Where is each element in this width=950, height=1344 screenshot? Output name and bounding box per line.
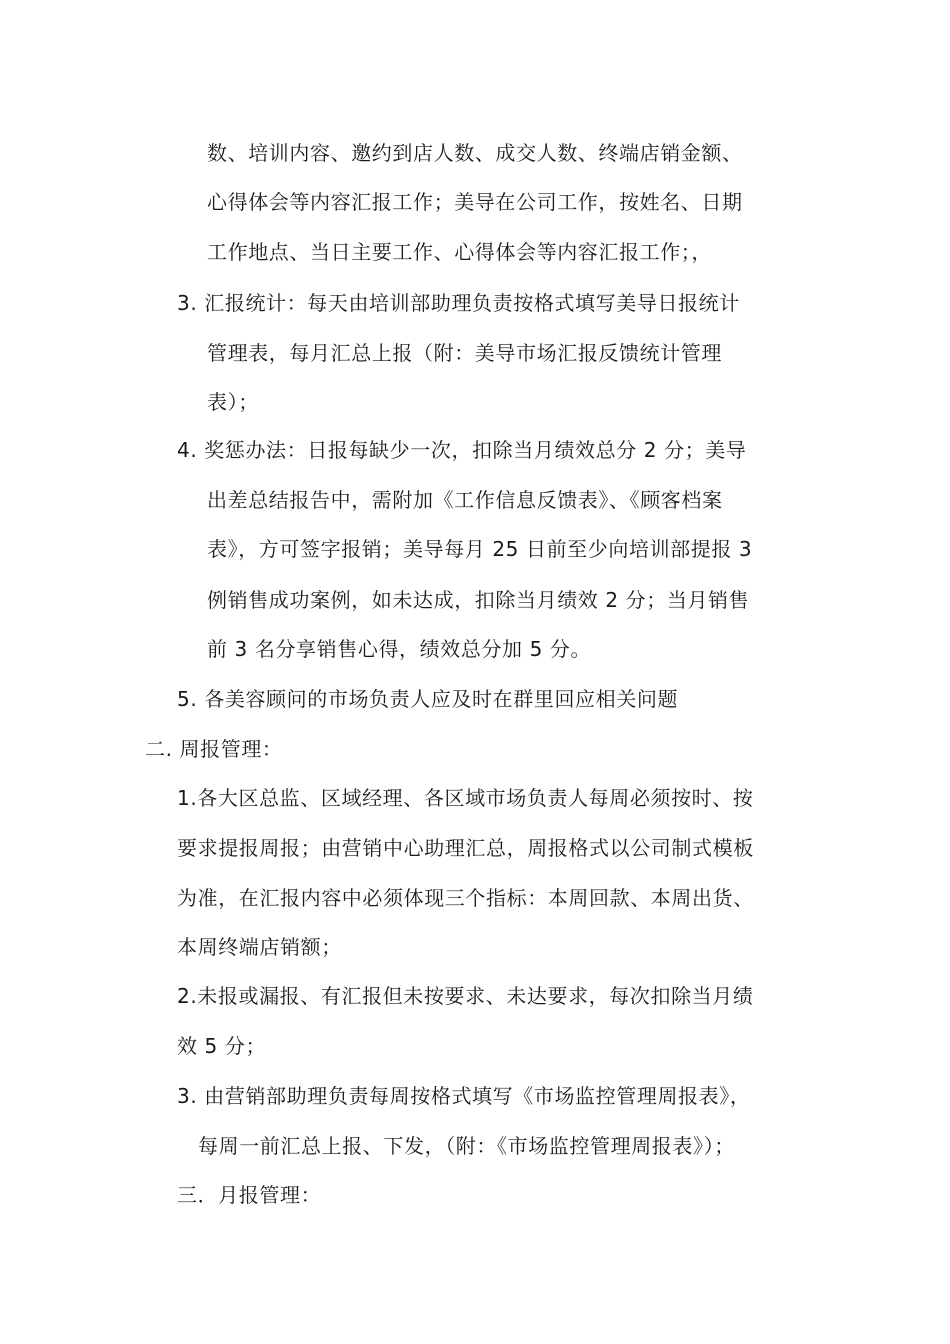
section-heading-monthly: 三．月报管理： (177, 1183, 322, 1207)
list-item-3b: 3. 由营销部助理负责每周按格式填写《市场监控管理周报表》， (177, 1084, 751, 1108)
list-item-5: 5. 各美容顾问的市场负责人应及时在群里回应相关问题 (177, 687, 679, 711)
list-item-3: 3. 汇报统计：每天由培训部助理负责按格式填写美导日报统计 (177, 291, 740, 315)
list-item-1: 1.各大区总监、区域经理、各区域市场负责人每周必须按时、按 (177, 786, 754, 810)
body-line: 要求提报周报；由营销中心助理汇总，周报格式以公司制式模板 (177, 836, 754, 860)
body-line: 管理表，每月汇总上报（附：美导市场汇报反馈统计管理 (207, 341, 722, 365)
body-line: 心得体会等内容汇报工作；美导在公司工作，按姓名、日期 (207, 190, 743, 214)
body-line: 表）； (207, 390, 259, 414)
section-heading-weekly: 二. 周报管理： (145, 737, 283, 761)
body-line: 效 5 分； (177, 1034, 267, 1058)
body-line: 工作地点、当日主要工作、心得体会等内容汇报工作；， (207, 240, 712, 264)
list-item-2: 2.未报或漏报、有汇报但未按要求、未达要求，每次扣除当月绩 (177, 984, 754, 1008)
body-line: 出差总结报告中，需附加《工作信息反馈表》、《顾客档案 (207, 488, 723, 512)
body-line: 数、培训内容、邀约到店人数、成交人数、终端店销金额、 (207, 141, 743, 165)
body-line: 例销售成功案例，如未达成，扣除当月绩效 2 分；当月销售 (207, 588, 750, 612)
body-line: 每周一前汇总上报、下发，（附：《市场监控管理周报表》）； (198, 1134, 735, 1158)
body-line: 表》，方可签字报销；美导每月 25 日前至少向培训部提报 3 (207, 537, 753, 561)
body-line: 前 3 名分享销售心得，绩效总分加 5 分。 (207, 637, 592, 661)
body-line: 本周终端店销额； (177, 935, 342, 959)
list-item-4: 4. 奖惩办法：日报每缺少一次，扣除当月绩效总分 2 分；美导 (177, 438, 747, 462)
body-line: 为准，在汇报内容中必须体现三个指标：本周回款、本周出货、 (177, 886, 754, 910)
